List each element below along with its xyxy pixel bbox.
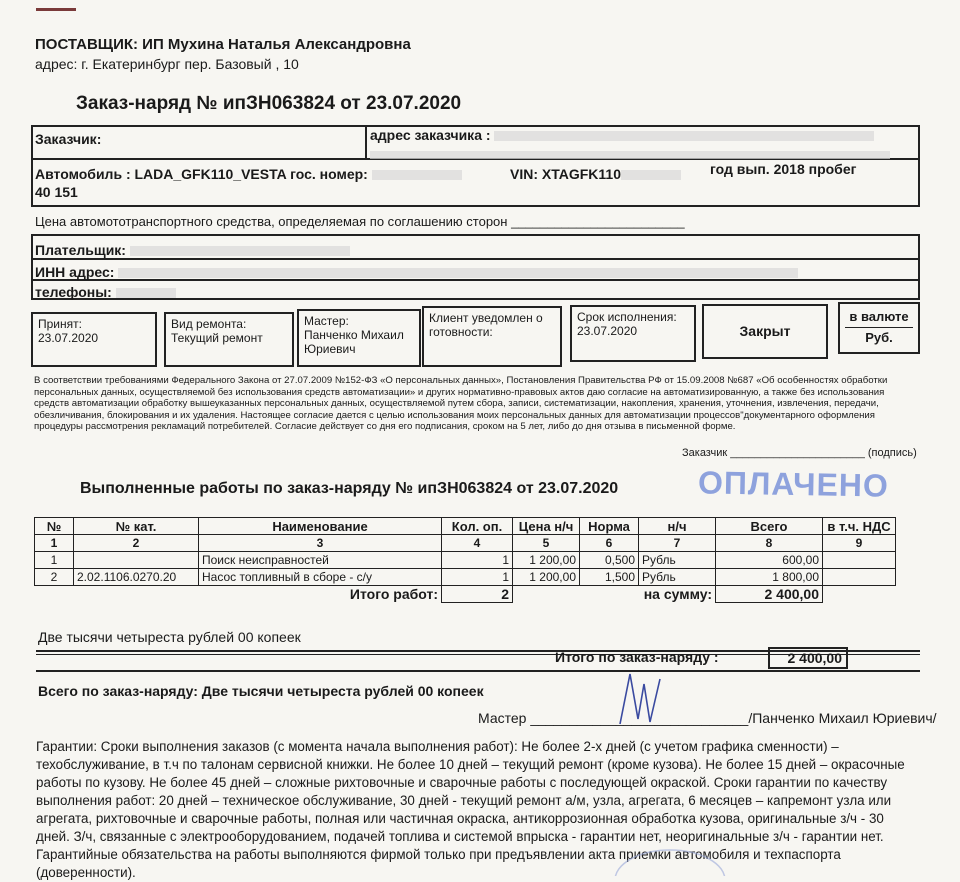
master-box: Мастер: Панченко Михаил Юриевич [297,309,421,367]
supplier: ПОСТАВЩИК: ИП Мухина Наталья Александровна [35,36,411,53]
price-line: Цена автомототранспортного средства, определяемая по соглашению сторон ________________________ [35,214,685,229]
client-notified-box: Клиент уведомлен о готовности: [422,306,562,367]
master-signature: Мастер ____________________________/Панченко Михаил Юриевич/ [478,710,937,726]
order-title: Заказ-наряд № ипЗН063824 от 23.07.2020 [76,93,462,114]
guarantee-text: Гарантии: Сроки выполнения заказов (с момента начала выполнения работ): Не более 2-х дней (с учетом графика сменности) – техобслуживание, в т.ч по талонам сервисной книжки. Не более 10 дней – текущий ремонт (кроме кузова). Не более 15 дней – окрасочные работы по кузову. Не более 45 дней – сложные рихтовочные и сварочные работы с последующей окраской. Сроки гарантии по качеству выполнения работ: 20 дней – техническое обслуживание, 30 дней - текущий ремонт а/м, узла, агрегата, 6 месяцев – капремонт узла или агрегата, рихтовочные и сварочные работы, полная или частичная окраска, антикоррозионная обработка кузова, оригинальные з/ч - 30 дней. З/ч, связанные с электрооборудованием, подачей топлива и системой впрыска - гарантии нет, неоригинальные з/ч - гарантии нет. Гарантийные обязательства на работы выполняются фирмой только при предъявлении акта приемки автомобиля и техпаспорта (доверенности). [36,739,905,880]
table-row: 1 Поиск неисправностей 1 1 200,00 0,500 Рубль 600,00 [35,552,896,569]
customer-address-label: адрес заказчика : [370,127,874,143]
phones-label: телефоны: [35,284,176,300]
inn-label: ИНН адрес: [35,264,798,280]
table-row: 2 2.02.1106.0270.20 Насос топливный в сборе - с/у 1 1 200,00 1,500 Рубль 1 800,00 [35,569,896,586]
payer-label: Плательщик: [35,242,350,258]
works-total-row: Итого работ: 2 на сумму: 2 400,00 [35,586,896,603]
repair-type-box: Вид ремонта: Текущий ремонт [164,312,294,367]
customer-signature: Заказчик ______________________ (подпись) [682,447,917,459]
works-title: Выполненные работы по заказ-наряду № ипЗН063824 от 23.07.2020 [80,480,619,497]
car-line: Автомобиль : LADA_GFK110_VESTA гос. номер: [35,166,462,182]
currency-box: в валюте Руб. [838,302,920,354]
status-box: Закрыт [702,304,828,359]
all-total-words: Всего по заказ-наряду: Две тысячи четыреста рублей 00 копеек [38,683,484,699]
supplier-address: адрес: г. Екатеринбург пер. Базовый , 10 [35,56,299,72]
customer-label: Заказчик: [35,131,102,147]
grand-total-label: Итого по заказ-наряду : [555,649,719,665]
year-line: год вып. 2018 пробег [710,161,857,177]
vin-line: VIN: XTAGFK110 [510,166,681,182]
top-mark [36,8,76,11]
accepted-box: Принят: 23.07.2020 [31,312,157,367]
legal-text: В соответствии требованиями Федерального Закона от 27.07.2009 №152-ФЗ «О персональных данных», Постановления Правительства РФ от 15.09.2008 №687 «Об особенностях обработки персональных данных, осуществляемой без использования средств автоматизации» и других нормативно-правовых актов даю согласие на автоматизированную, а также без использования средств автоматизации обработку вышеуказанных персональных данных, осуществляемой путем сбора, записи, систематизации, накопления, хранения, уточнения, извлечения, передачи, обезличивания, блокирования и их удаления. Настоящее согласие дается с целью использования моих персональных данных для автоматизации процессов"документарного оформления процедуры рассмотрения рекламаций потребителей. Согласие действует со дня его подписания, сроком на 5 лет, либо до дня отзыва в письменной форме. [34,375,888,433]
master-signature-scribble [610,664,670,734]
works-header-row: № № кат. Наименование Кол. оп. Цена н/ч Норма н/ч Всего в т.ч. НДС [35,518,896,535]
deadline-box: Срок исполнения: 23.07.2020 [570,305,696,362]
company-seal [610,840,730,876]
works-number-row: 1 2 3 4 5 6 7 8 9 [35,535,896,552]
paid-stamp: ОПЛАЧЕНО [697,464,890,504]
works-table [34,517,896,603]
mileage: 40 151 [35,184,78,200]
words-total: Две тысячи четыреста рублей 00 копеек [38,629,301,645]
grand-total-value: 2 400,00 [768,647,848,669]
